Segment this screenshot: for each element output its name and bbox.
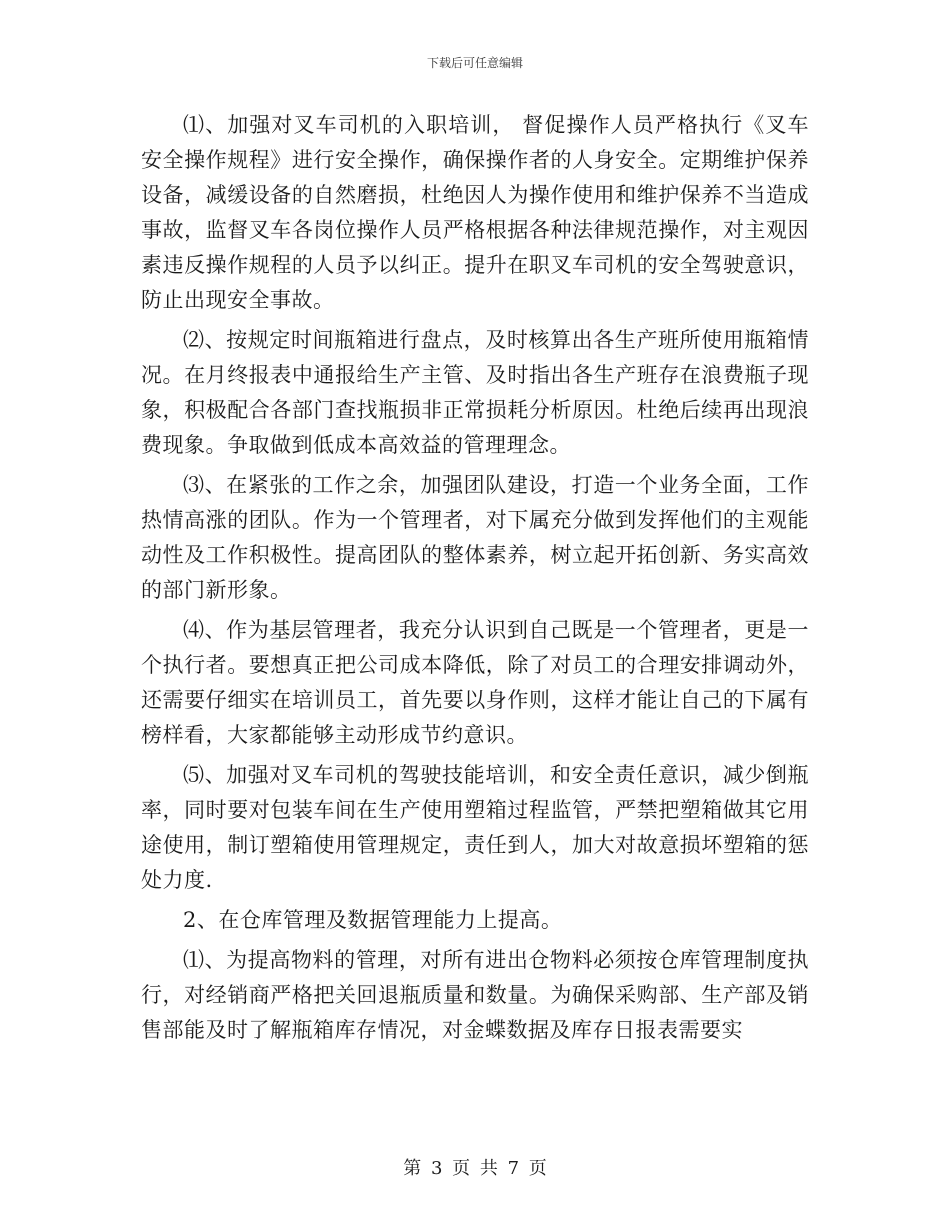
page-number: 第 3 页 共 7 页 xyxy=(403,1158,547,1179)
page-header-note: 下载后可任意编辑 xyxy=(426,56,523,70)
paragraph-2: ⑵、按规定时间瓶箱进行盘点，及时核算出各生产班所使用瓶箱情况。在月终报表中通报给生产主管、及时指出各生产班存在浪费瓶子现象，积极配合各部门查找瓶损非正常损耗分析原因。杜绝后续再出现浪费现象。争取做到低成本高效益的管理理念。 xyxy=(141,328,809,457)
paragraph-6: ⑴、为提高物料的管理，对所有进出仓物料必须按仓库管理制度执行，对经销商严格把关回退瓶质量和数量。为确保采购部、生产部及销售部能及时了解瓶箱库存情况，对金蝶数据及库存日报表需要实 xyxy=(141,948,809,1042)
section-heading-2: 2、在仓库管理及数据管理能力上提高。 xyxy=(183,908,563,932)
paragraph-3: ⑶、在紧张的工作之余，加强团队建设，打造一个业务全面，工作热情高涨的团队。作为一个管理者，对下属充分做到发挥他们的主观能动性及工作积极性。提高团队的整体素养，树立起开拓创新、务实高效的部门新形象。 xyxy=(141,473,809,602)
paragraph-4: ⑷、作为基层管理者，我充分认识到自己既是一个管理者，更是一个执行者。要想真正把公司成本降低，除了对员工的合理安排调动外，还需要仔细实在培训员工，首先要以身作则，这样才能让自己的下属有榜样看，大家都能够主动形成节约意识。 xyxy=(141,618,809,747)
document-body xyxy=(141,108,809,1048)
paragraph-1: ⑴、加强对叉车司机的入职培训， 督促操作人员严格执行《叉车安全操作规程》进行安全操作，确保操作者的人身安全。定期维护保养设备，减缓设备的自然磨损，杜绝因人为操作使用和维护保养不当造成事故，监督叉车各岗位操作人员严格根据各种法律规范操作，对主观因素违反操作规程的人员予以纠正。提升在职叉车司机的安全驾驶意识，防止出现安全事故。 xyxy=(141,113,809,312)
paragraph-5: ⑸、加强对叉车司机的驾驶技能培训，和安全责任意识，减少倒瓶率，同时要对包装车间在生产使用塑箱过程监管，严禁把塑箱做其它用途使用，制订塑箱使用管理规定，责任到人，加大对故意损坏塑箱的惩处力度. xyxy=(141,763,809,892)
